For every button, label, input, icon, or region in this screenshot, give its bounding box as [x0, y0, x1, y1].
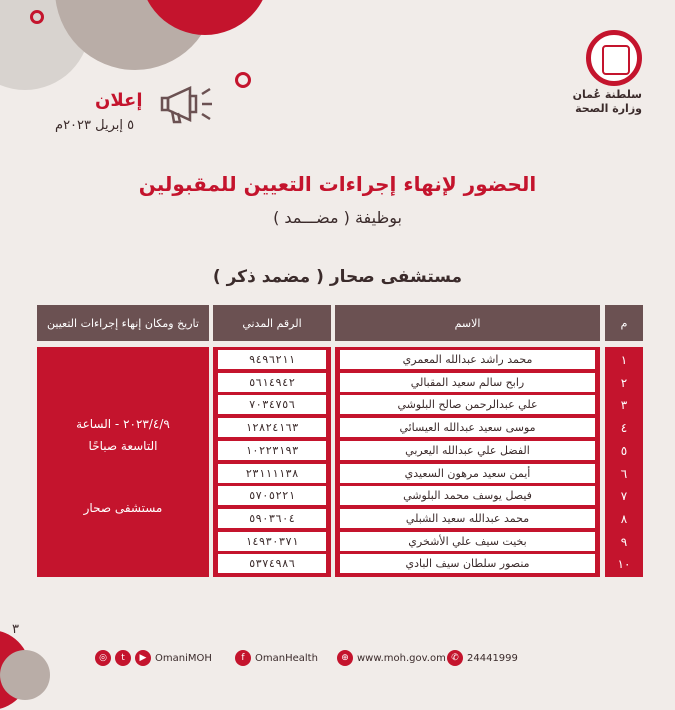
row-number: ٦	[620, 466, 628, 481]
row-name: محمد عبدالله سعيد الشبلي	[340, 509, 595, 528]
hospital-heading: مستشفى صحار ( مضمد ذكر )	[212, 267, 463, 287]
handle-omanimoh: OmaniMOH	[155, 652, 212, 664]
phone-link[interactable]	[447, 646, 518, 670]
logo-line1: سلطنة عُمان	[572, 88, 642, 101]
website-link[interactable]	[337, 646, 446, 670]
handle-omanhealth: OmanHealth	[255, 652, 318, 664]
row-name: منصور سلطان سيف البادي	[340, 554, 595, 573]
footer	[0, 646, 675, 670]
page-title: الحضور لإنهاء إجراءات التعيين للمقبولين	[138, 172, 537, 196]
row-number: ٣	[620, 397, 628, 412]
announcement-label: إعلان	[95, 90, 143, 111]
row-number: ٢	[620, 375, 628, 390]
row-number: ١٠	[617, 556, 631, 571]
row-civil-id: ٥٧٠٥٢٢١	[218, 486, 326, 505]
row-civil-id: ١٢٨٢٤١٦٣	[218, 418, 326, 437]
page-number: ٣	[12, 622, 19, 637]
row-civil-id: ٢٣١١١١٣٨	[218, 464, 326, 483]
row-name: فيصل يوسف محمد البلوشي	[340, 486, 595, 505]
row-name: محمد راشد عبدالله المعمري	[340, 350, 595, 369]
row-name: الفضل علي عبدالله اليعربي	[340, 441, 595, 460]
row-name: رابح سالم سعيد المقبالي	[340, 373, 595, 392]
row-number: ٨	[620, 511, 628, 526]
date-line1: ٢٠٢٣/٤/٩ - الساعة	[76, 417, 170, 431]
social-omanhealth[interactable]	[235, 646, 318, 670]
ministry-logo-icon	[586, 30, 642, 86]
row-civil-id: ٧٠٣٤٧٥٦	[218, 395, 326, 414]
globe-icon: ⊕	[337, 650, 353, 666]
row-number: ٩	[620, 534, 628, 549]
row-civil-id: ١٠٢٢٣١٩٣	[218, 441, 326, 460]
date-line2: التاسعة صباحًا	[88, 439, 158, 453]
megaphone-icon	[160, 82, 216, 126]
row-name: أيمن سعيد مرهون السعيدي	[340, 464, 595, 483]
row-name: علي عبدالرحمن صالح البلوشي	[340, 395, 595, 414]
header-num: م	[605, 305, 643, 341]
decorative-ring	[30, 10, 44, 24]
date-place-column	[37, 347, 209, 577]
row-number: ٤	[620, 420, 628, 435]
youtube-icon: ▶	[135, 650, 151, 666]
phone-icon: ✆	[447, 650, 463, 666]
header-name: الاسم	[335, 305, 600, 341]
announcement-date: ٥ إبريل ٢٠٢٣م	[55, 118, 135, 133]
page-subtitle: بوظيفة ( مضـــمد )	[273, 208, 402, 227]
row-civil-id: ٩٤٩٦٢١١	[218, 350, 326, 369]
row-number: ٥	[620, 443, 628, 458]
header-date-place: تاريخ ومكان إنهاء إجراءات التعيين	[37, 305, 209, 341]
facebook-icon: f	[235, 650, 251, 666]
decorative-ring	[235, 72, 251, 88]
instagram-icon: ◎	[95, 650, 111, 666]
row-number: ١	[620, 352, 628, 367]
row-name: بخيت سيف علي الأشخري	[340, 532, 595, 551]
row-number: ٧	[620, 488, 628, 503]
social-omanimoh[interactable]	[95, 646, 212, 670]
row-civil-id: ٥٣٧٤٩٨٦	[218, 554, 326, 573]
place-text: مستشفى صحار	[83, 501, 163, 515]
header-civil-id: الرقم المدني	[213, 305, 331, 341]
row-name: موسى سعيد عبدالله العيسائي	[340, 418, 595, 437]
row-civil-id: ٥٦١٤٩٤٢	[218, 373, 326, 392]
row-civil-id: ١٤٩٣٠٣٧١	[218, 532, 326, 551]
logo-line2: وزارة الصحة	[575, 102, 642, 115]
website-text: www.moh.gov.om	[357, 652, 446, 664]
row-civil-id: ٥٩٠٣٦٠٤	[218, 509, 326, 528]
twitter-icon: t	[115, 650, 131, 666]
phone-text: 24441999	[467, 652, 518, 664]
